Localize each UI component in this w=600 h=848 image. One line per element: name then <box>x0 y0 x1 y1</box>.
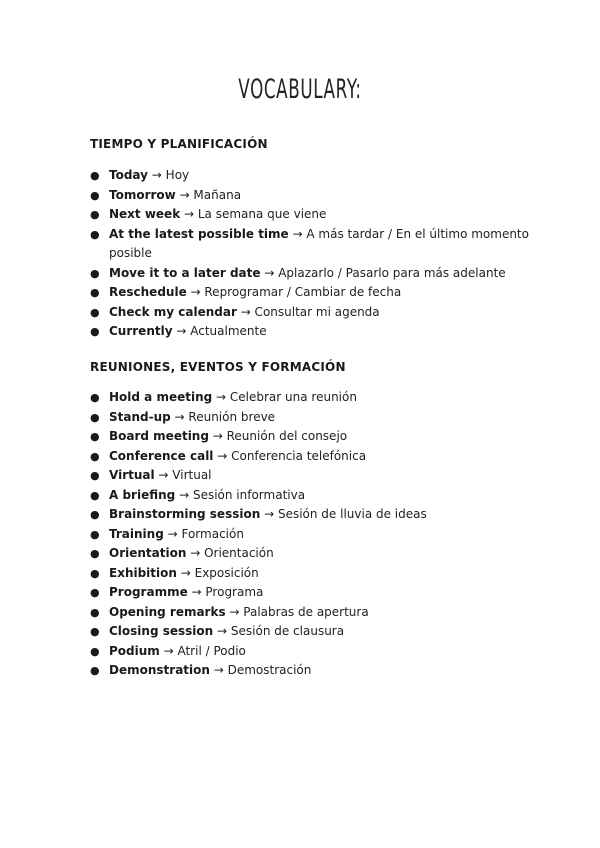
vocab-term: Today <box>109 168 148 182</box>
bullet-icon: ● <box>90 566 100 580</box>
bullet-icon: ● <box>90 391 100 404</box>
vocab-translation: → Hoy <box>147 168 190 182</box>
vocab-term: At the latest possible time <box>109 226 289 241</box>
vocab-translation: → Exposición <box>176 565 259 580</box>
vocab-term: Reschedule <box>109 285 187 299</box>
vocab-term: Podium <box>109 643 160 658</box>
bullet-icon: ● <box>90 547 100 560</box>
vocab-list <box>90 388 530 681</box>
list-item <box>90 564 530 584</box>
bullet-icon: ● <box>90 449 100 463</box>
vocab-translation: → Conferencia telefónica <box>213 448 367 463</box>
list-item <box>90 166 530 186</box>
bullet-icon: ● <box>90 488 100 502</box>
vocab-translation: → Virtual <box>154 468 212 482</box>
vocab-translation: → Actualmente <box>172 324 267 338</box>
bullet-icon: ● <box>90 169 100 182</box>
vocab-term: Conference call <box>109 448 214 463</box>
vocab-translation: → Programa <box>187 585 264 599</box>
bullet-icon: ● <box>90 527 100 541</box>
bullet-icon: ● <box>90 664 100 677</box>
vocab-translation: → Reprogramar / Cambiar de fecha <box>186 285 402 299</box>
vocab-term: Orientation <box>109 546 187 560</box>
vocab-translation: → Aplazarlo / Pasarlo para más adelante <box>260 265 506 280</box>
vocab-term: Demonstration <box>109 663 210 677</box>
list-item <box>90 603 530 623</box>
vocab-term: Board meeting <box>109 429 209 443</box>
vocab-term: Closing session <box>109 624 214 638</box>
vocab-translation: → Mañana <box>175 187 242 202</box>
list-item <box>90 408 530 428</box>
section-tiempo <box>90 137 530 342</box>
vocab-translation: → Sesión de clausura <box>213 624 345 638</box>
list-item <box>90 505 530 525</box>
list-item <box>90 622 530 642</box>
vocab-translation: → A más tardar / En el último momento posible <box>109 226 529 260</box>
list-item <box>90 486 530 506</box>
bullet-icon: ● <box>90 469 100 482</box>
section-heading: REUNIONES, EVENTOS Y FORMACIÓN <box>90 360 346 374</box>
list-item <box>90 186 530 206</box>
vocab-term: Hold a meeting <box>109 390 213 404</box>
vocab-term: Exhibition <box>109 565 177 580</box>
vocab-term: Currently <box>109 324 173 338</box>
bullet-icon: ● <box>90 305 100 319</box>
list-item <box>90 544 530 564</box>
bullet-icon: ● <box>90 227 100 241</box>
bullet-icon: ● <box>90 644 100 658</box>
vocab-translation: → Reunión breve <box>170 409 276 424</box>
vocab-translation: → Formación <box>163 526 244 541</box>
vocab-term: Virtual <box>109 468 155 482</box>
list-item <box>90 205 530 225</box>
vocab-translation: → La semana que viene <box>180 207 327 221</box>
list-item <box>90 388 530 408</box>
bullet-icon: ● <box>90 508 100 521</box>
vocab-translation: → Demostración <box>209 663 312 677</box>
list-item <box>90 225 530 264</box>
bullet-icon: ● <box>90 586 100 599</box>
list-item <box>90 525 530 545</box>
section-reuniones <box>90 360 530 681</box>
bullet-icon: ● <box>90 208 100 221</box>
list-item <box>90 427 530 447</box>
list-item <box>90 283 530 303</box>
vocab-term: A briefing <box>109 487 176 502</box>
list-item <box>90 583 530 603</box>
bullet-icon: ● <box>90 410 100 424</box>
bullet-icon: ● <box>90 286 100 299</box>
list-item <box>90 264 530 284</box>
vocab-translation: → Orientación <box>186 546 274 560</box>
vocab-translation: → Sesión informativa <box>175 487 306 502</box>
list-item <box>90 447 530 467</box>
page-title: VOCABULARY: <box>238 74 362 105</box>
vocab-term: Check my calendar <box>109 304 237 319</box>
vocab-term: Opening remarks <box>109 604 226 619</box>
vocab-translation: → Sesión de lluvia de ideas <box>260 507 427 521</box>
vocab-translation: → Consultar mi agenda <box>236 304 380 319</box>
vocab-term: Training <box>109 526 164 541</box>
vocab-term: Move it to a later date <box>109 265 261 280</box>
vocab-list <box>90 166 530 342</box>
list-item <box>90 661 530 681</box>
list-item <box>90 322 530 342</box>
vocab-translation: → Palabras de apertura <box>225 604 369 619</box>
bullet-icon: ● <box>90 625 100 638</box>
list-item <box>90 466 530 486</box>
vocab-term: Programme <box>109 585 188 599</box>
vocab-translation: → Celebrar una reunión <box>212 390 357 404</box>
list-item <box>90 642 530 662</box>
list-item <box>90 303 530 323</box>
bullet-icon: ● <box>90 605 100 619</box>
vocab-term: Tomorrow <box>109 187 176 202</box>
bullet-icon: ● <box>90 266 100 280</box>
vocab-translation: → Reunión del consejo <box>208 429 348 443</box>
bullet-icon: ● <box>90 188 100 202</box>
bullet-icon: ● <box>90 325 100 338</box>
vocab-term: Brainstorming session <box>109 507 261 521</box>
bullet-icon: ● <box>90 430 100 443</box>
vocab-term: Next week <box>109 207 181 221</box>
vocab-translation: → Atril / Podio <box>159 643 246 658</box>
vocab-term: Stand-up <box>109 409 171 424</box>
section-heading: TIEMPO Y PLANIFICACIÓN <box>90 137 268 151</box>
